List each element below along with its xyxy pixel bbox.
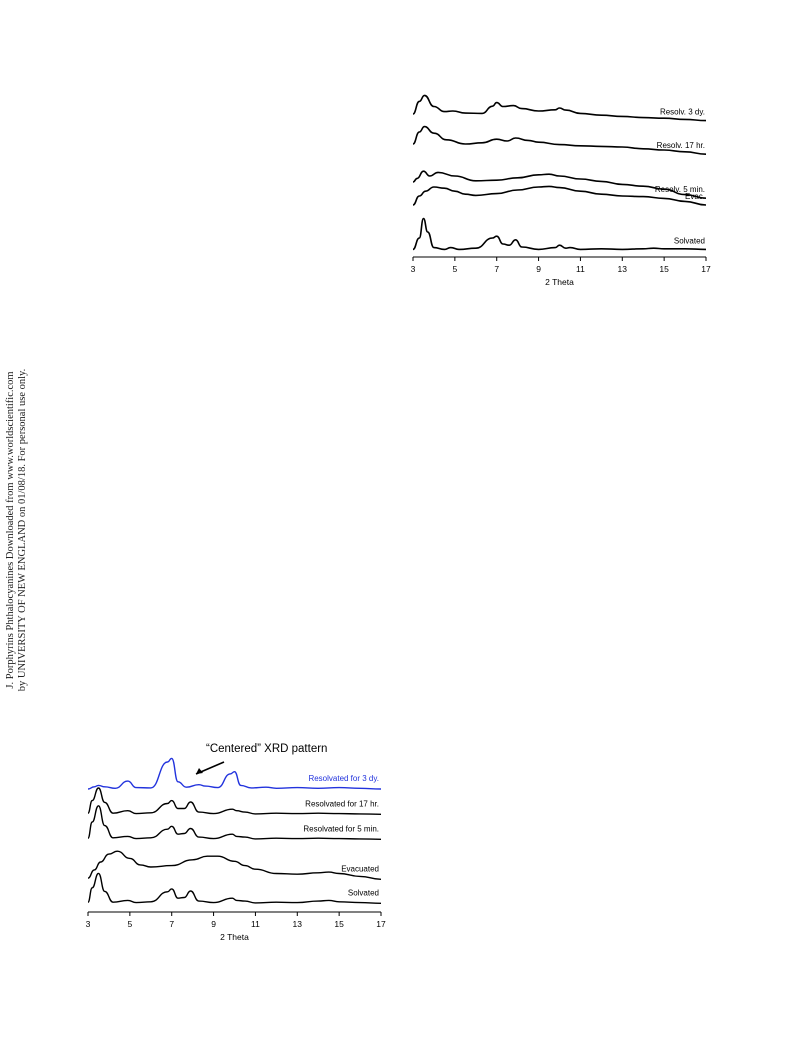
download-watermark [5, 180, 35, 880]
top-series-label: Solvated [673, 236, 705, 246]
top-x-tick-label: 13 [617, 264, 628, 274]
top-series-label: Resolv. 5 min. [654, 185, 705, 195]
bottom-series-label: Evacuated [341, 864, 379, 874]
bottom-series-line [88, 851, 381, 879]
bottom-series-label: Resolvated for 5 min. [303, 824, 379, 834]
bottom-series-line [88, 873, 381, 903]
bottom-x-tick-label: 3 [85, 919, 91, 929]
bottom-x-tick-label: 15 [334, 919, 344, 929]
xrd-chart-bottom [70, 730, 395, 950]
top-x-tick-label: 9 [536, 264, 541, 274]
xrd-chart-top [395, 60, 720, 300]
bottom-series-label: Resolvated for 3 dy. [308, 774, 379, 783]
top-x-axis-title: 2 Theta [545, 277, 574, 287]
top-x-tick-label: 11 [576, 264, 585, 274]
bottom-x-axis-title: 2 Theta [220, 932, 249, 942]
bottom-x-tick-label: 9 [211, 919, 216, 929]
watermark-line-1: J. Porphyrins Phthalocyanines Downloaded from www.worldscientific.com [5, 371, 16, 689]
bottom-x-tick-label: 17 [376, 919, 386, 929]
top-series-label: Resolv. 17 hr. [656, 141, 705, 151]
top-x-tick-label: 3 [410, 264, 416, 274]
watermark-line-2: by UNIVERSITY OF NEW ENGLAND on 01/08/18. For personal use only. [17, 368, 28, 692]
bottom-x-tick-label: 7 [169, 919, 175, 929]
top-x-tick-label: 7 [494, 264, 500, 274]
bottom-series-label: Resolvated for 17 hr. [305, 799, 379, 809]
bottom-annotation: “Centered” XRD pattern [206, 743, 328, 755]
bottom-x-tick-label: 13 [292, 919, 303, 929]
top-x-tick-label: 17 [701, 264, 711, 274]
top-x-tick-label: 15 [659, 264, 669, 274]
top-series-line [413, 219, 706, 250]
bottom-series-line [88, 806, 381, 840]
bottom-x-tick-label: 5 [127, 919, 133, 929]
top-x-tick-label: 5 [452, 264, 458, 274]
top-series-label: Resolv. 3 dy. [659, 107, 705, 117]
bottom-series-label: Solvated [347, 888, 379, 898]
bottom-x-tick-label: 11 [251, 919, 260, 929]
top-series-label: Evac. [684, 192, 705, 201]
